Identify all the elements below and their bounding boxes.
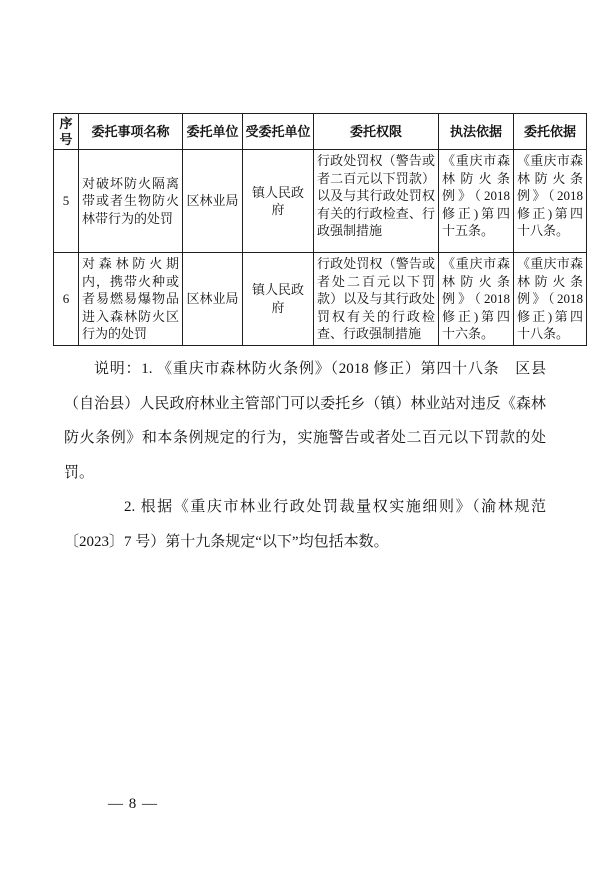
header-row — [54, 114, 587, 150]
cell-serial: 6 — [54, 253, 79, 346]
table-row-5 — [54, 150, 587, 253]
col-header-delegator: 委托单位 — [183, 114, 243, 150]
table-body — [54, 150, 587, 346]
cell-matter: 对破坏防火隔离带或者生物防火林带行为的处罚 — [79, 150, 183, 253]
cell-delegation-basis: 《重庆市森林防火条例》（2018修正)第四十八条。 — [514, 150, 587, 253]
cell-delegatee: 镇人民政府 — [243, 150, 314, 253]
cell-authority: 行政处罚权（警告或者处二百元以下罚款）以及与其行政处罚权有关的行政检查、行政强制措施 — [314, 253, 439, 346]
col-header-authority: 委托权限 — [314, 114, 439, 150]
table-row-6 — [54, 253, 587, 346]
col-header-delegation-basis: 委托依据 — [514, 114, 587, 150]
col-header-delegatee: 受委托单位 — [243, 114, 314, 150]
note-paragraph-1: 说明：1. 《重庆市森林防火条例》（2018 修正）第四十八条 区县（自治县）人民政府林业主管部门可以委托乡（镇）林业站对违反《森林防火条例》和本条例规定的行为，实施警告或者处二百元以下罚款的处罚。 — [64, 361, 546, 481]
cell-matter: 对森林防火期内，携带火种或者易燃易爆物品进入森林防火区行为的处罚 — [79, 253, 183, 346]
notes-section — [64, 352, 546, 559]
table-header — [54, 114, 587, 150]
cell-authority: 行政处罚权（警告或者二百元以下罚款）以及与其行政处罚权有关的行政检查、行政强制措施 — [314, 150, 439, 253]
cell-enforcement-basis: 《重庆市森林防火条例》（2018修正)第四十五条。 — [439, 150, 514, 253]
cell-delegator: 区林业局 — [183, 150, 243, 253]
cell-enforcement-basis: 《重庆市森林防火条例》（2018修正)第四十六条。 — [439, 253, 514, 346]
col-header-serial: 序号 — [54, 114, 79, 150]
delegation-table — [53, 113, 587, 346]
page-number: — 8 — — [108, 796, 158, 812]
note-paragraph-2: 2. 根据《重庆市林业行政处罚裁量权实施细则》（渝林规范〔2023〕7 号）第十九条规定“以下”均包括本数。 — [64, 499, 546, 550]
cell-delegator: 区林业局 — [183, 253, 243, 346]
cell-delegation-basis: 《重庆市森林防火条例》（2018修正)第四十八条。 — [514, 253, 587, 346]
cell-serial: 5 — [54, 150, 79, 253]
col-header-matter: 委托事项名称 — [79, 114, 183, 150]
col-header-enforcement-basis: 执法依据 — [439, 114, 514, 150]
cell-delegatee: 镇人民政府 — [243, 253, 314, 346]
